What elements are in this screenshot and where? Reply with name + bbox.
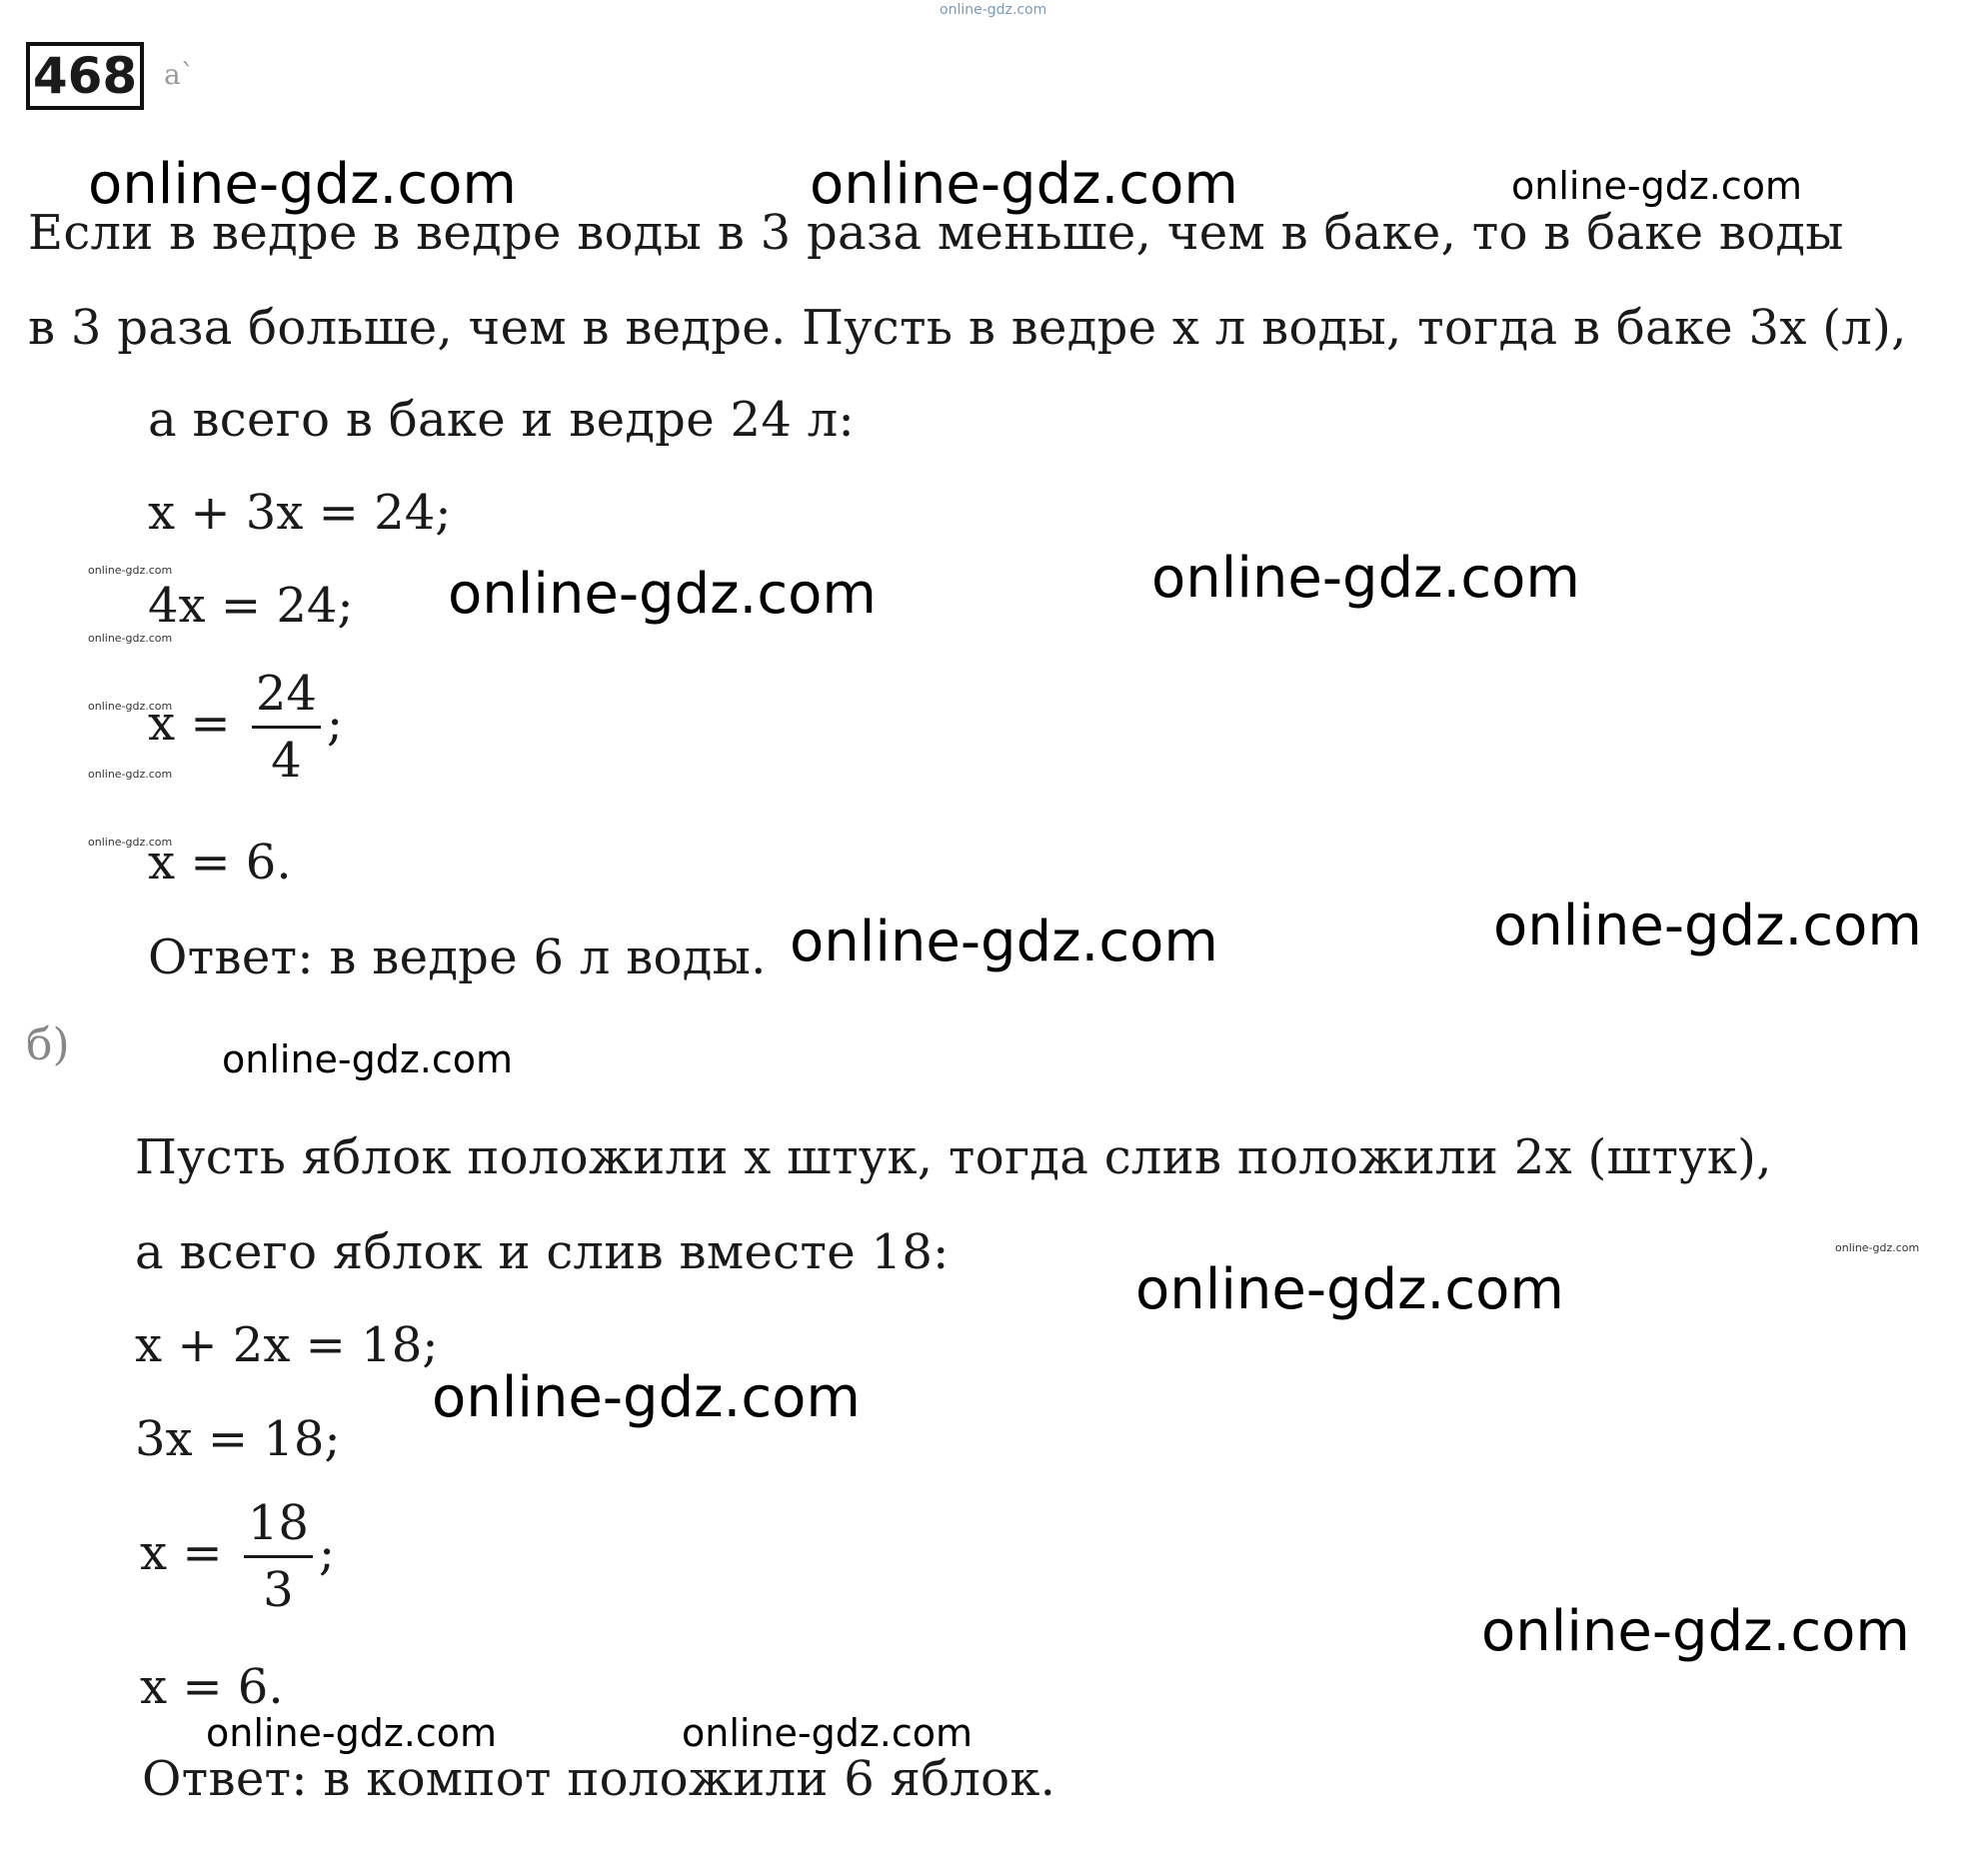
part-a-equation-3 [148, 662, 343, 793]
part-a-equation-1: x + 3x = 24; [148, 485, 452, 541]
part-a-answer: Ответ: в ведре 6 л воды. [148, 929, 767, 985]
watermark: online-gdz.com [682, 1711, 974, 1755]
part-a-line-1: Если в ведре в ведре воды в 3 раза меньше, чем в баке, то в баке воды [28, 205, 1844, 261]
part-b-equation-3 [140, 1491, 335, 1622]
watermark: online-gdz.com [1481, 1599, 1910, 1664]
watermark: online-gdz.com [1835, 1241, 1920, 1254]
watermark: online-gdz.com [790, 910, 1218, 974]
part-b-line-1: Пусть яблок положили x штук, тогда слив положили 2x (штук), [135, 1129, 1772, 1185]
watermark: online-gdz.com [88, 700, 173, 713]
watermark: online-gdz.com [88, 632, 173, 645]
watermark: online-gdz.com [88, 564, 173, 577]
part-a-eq3-end: ; [326, 696, 344, 752]
part-b-eq3-end: ; [318, 1525, 336, 1581]
part-b-eq3-left: x = [140, 1525, 223, 1581]
part-b-fraction-denominator: 3 [263, 1562, 294, 1618]
watermark: online-gdz.com [1511, 164, 1803, 208]
watermark: online-gdz.com [88, 836, 173, 849]
part-b-line-2: а всего яблок и слив вместе 18: [135, 1224, 950, 1280]
part-a-fraction-numerator: 24 [252, 662, 321, 729]
part-a-equation-2: 4x = 24; [148, 578, 354, 634]
watermark: online-gdz.com [88, 152, 517, 217]
watermark: online-gdz.com [1135, 1257, 1564, 1322]
part-a-line-3: а всего в баке и ведре 24 л: [148, 392, 855, 448]
watermark: online-gdz.com [432, 1365, 861, 1430]
part-b-mark: б) [26, 1019, 70, 1070]
part-b-fraction-numerator: 18 [244, 1491, 313, 1558]
part-a-fraction [252, 662, 321, 793]
part-b-fraction [244, 1491, 313, 1622]
part-a-eq3-left: x = [148, 696, 231, 752]
part-a-fraction-denominator: 4 [271, 733, 302, 789]
watermark: online-gdz.com [222, 1037, 514, 1081]
part-a-line-2: в 3 раза больше, чем в ведре. Пусть в ведре x л воды, тогда в баке 3x (л), [28, 300, 1907, 356]
watermark: online-gdz.com [206, 1711, 498, 1755]
part-b-answer: Ответ: в компот положили 6 яблок. [142, 1751, 1056, 1807]
part-b-equation-1: x + 2x = 18; [135, 1317, 439, 1373]
watermark: online-gdz.com [448, 562, 877, 627]
watermark: online-gdz.com [88, 768, 173, 781]
part-a-mark: а` [164, 58, 195, 91]
problem-number: 468 [26, 42, 144, 110]
watermark: online-gdz.com [1493, 894, 1922, 958]
watermark: online-gdz.com [810, 152, 1238, 217]
part-a-equation-4: x = 6. [148, 835, 292, 891]
part-b-equation-4: x = 6. [140, 1659, 284, 1715]
part-b-equation-2: 3x = 18; [135, 1411, 341, 1467]
watermark: online-gdz.com [1151, 546, 1580, 611]
watermark-top: online-gdz.com [940, 2, 1047, 18]
